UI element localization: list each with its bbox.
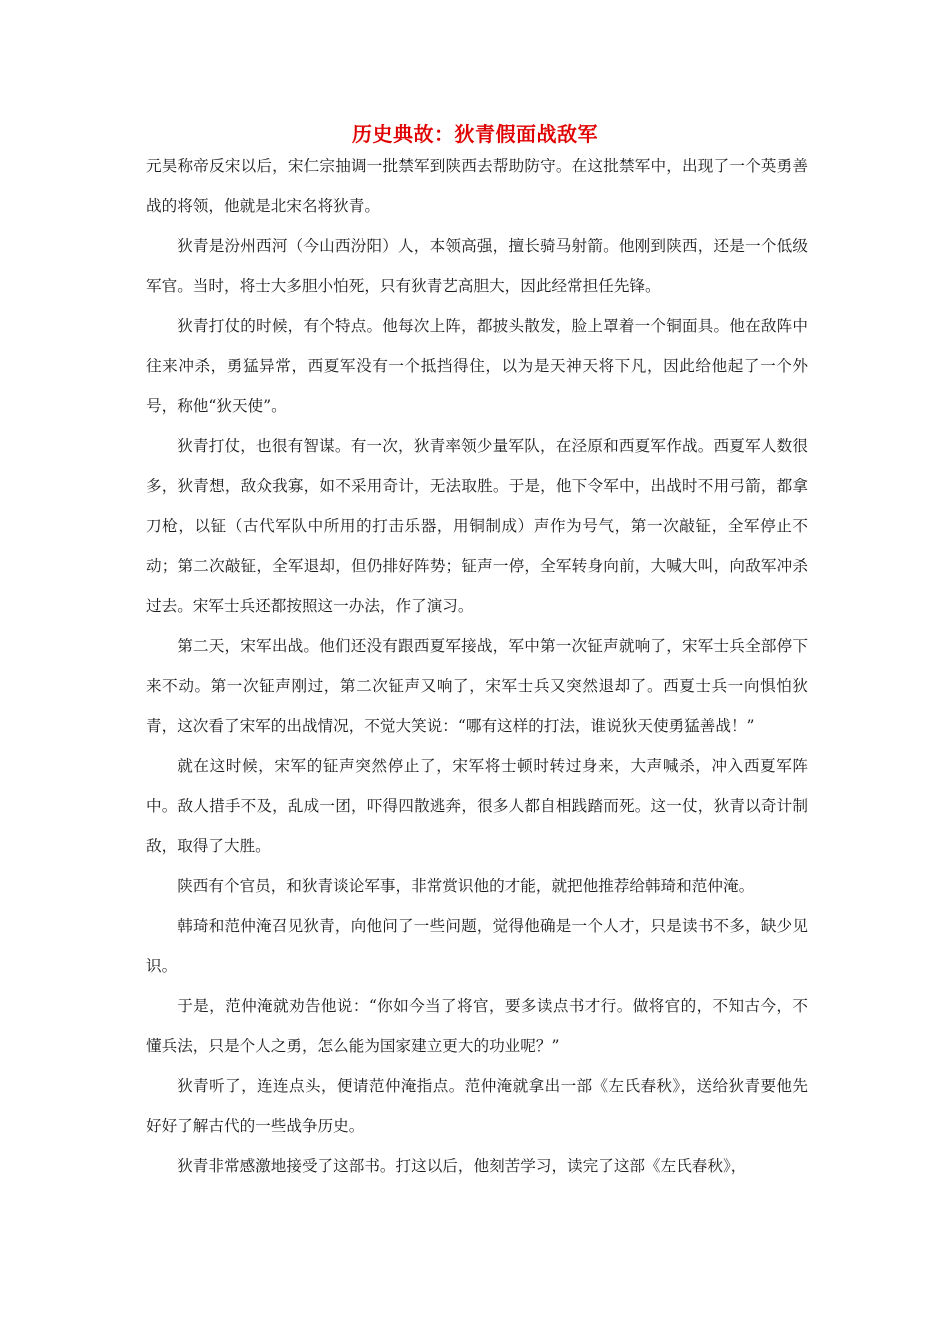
paragraph-2: 狄青是汾州西河（今山西汾阳）人，本领高强，擅长骑马射箭。他刚到陕西，还是一个低级军官。当时，将士大多胆小怕死，只有狄青艺高胆大，因此经常担任先锋。 xyxy=(146,237,808,295)
paragraph-5: 第二天，宋军出战。他们还没有跟西夏军接战，军中第一次钲声就响了，宋军士兵全部停下来不动。第一次钲声刚过，第二次钲声又响了，宋军士兵又突然退却了。西夏士兵一向惧怕狄青，这次看了宋军的出战情况，不觉大笑说：“哪有这样的打法，谁说狄天使勇猛善战！” xyxy=(146,637,808,735)
document-body xyxy=(146,146,808,1186)
paragraph-3: 狄青打仗的时候，有个特点。他每次上阵，都披头散发，脸上罩着一个铜面具。他在敌阵中往来冲杀，勇猛异常，西夏军没有一个抵挡得住，以为是天神天将下凡，因此给他起了一个外号，称他“狄天使”。 xyxy=(146,317,808,415)
paragraph-9: 于是，范仲淹就劝告他说：“你如今当了将官，要多读点书才行。做将官的，不知古今，不懂兵法，只是个人之勇，怎么能为国家建立更大的功业呢？” xyxy=(146,997,808,1055)
paragraph-7: 陕西有个官员，和狄青谈论军事，非常赏识他的才能，就把他推荐给韩琦和范仲淹。 xyxy=(177,877,755,895)
document-title: 历史典故：狄青假面战敌军 xyxy=(352,122,598,146)
paragraph-8: 韩琦和范仲淹召见狄青，向他问了一些问题，觉得他确是一个人才，只是读书不多，缺少见识。 xyxy=(146,917,808,975)
paragraph-11: 狄青非常感激地接受了这部书。打这以后，他刻苦学习，读完了这部《左氏春秋》， xyxy=(177,1157,747,1175)
paragraph-4: 狄青打仗，也很有智谋。有一次，狄青率领少量军队，在泾原和西夏军作战。西夏军人数很多，狄青想，敌众我寡，如不采用奇计，无法取胜。于是，他下令军中，出战时不用弓箭，都拿刀枪，以钲（古代军队中所用的打击乐器，用铜制成）声作为号气，第一次敲钲，全军停止不动；第二次敲钲，全军退却，但仍排好阵势；钲声一停，全军转身向前，大喊大叫，向敌军冲杀过去。宋军士兵还都按照这一办法，作了演习。 xyxy=(146,437,808,615)
paragraph-6: 就在这时候，宋军的钲声突然停止了，宋军将士顿时转过身来，大声喊杀，冲入西夏军阵中。敌人措手不及，乱成一团，吓得四散逃奔，很多人都自相践踏而死。这一仗，狄青以奇计制敌，取得了大胜。 xyxy=(146,757,808,855)
paragraph-1: 元昊称帝反宋以后，宋仁宗抽调一批禁军到陕西去帮助防守。在这批禁军中，出现了一个英勇善战的将领，他就是北宋名将狄青。 xyxy=(146,157,808,215)
paragraph-10: 狄青听了，连连点头，便请范仲淹指点。范仲淹就拿出一部《左氏春秋》，送给狄青要他先好好了解古代的一些战争历史。 xyxy=(146,1077,808,1135)
